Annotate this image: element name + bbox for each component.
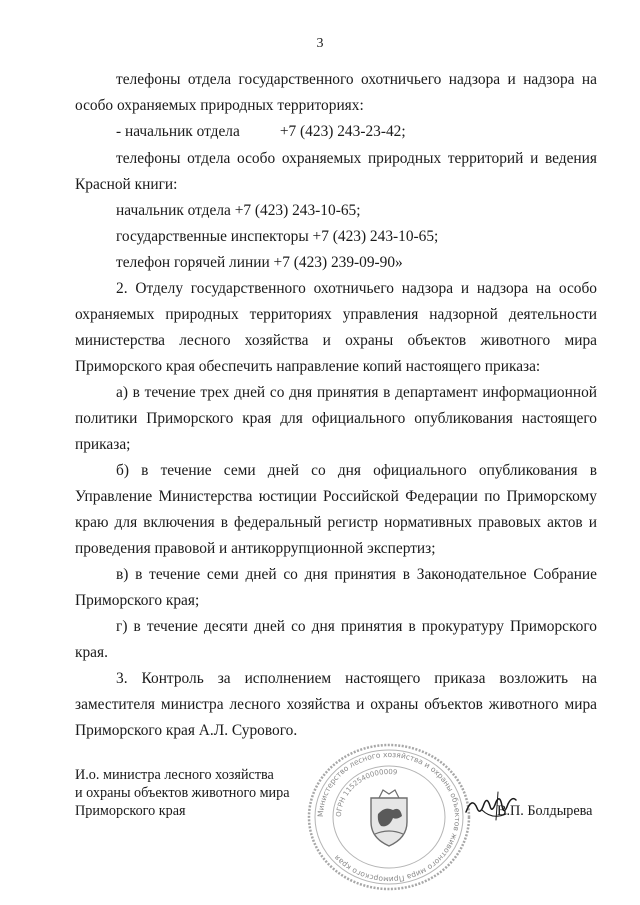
text-line: Приморского края обеспечить направление копий настоящего приказа:	[75, 358, 541, 375]
official-stamp	[305, 742, 473, 892]
text-line: б) в течение семи дней со дня официального опубликования в	[116, 462, 597, 479]
head-of-department-phone: +7 (423) 243-23-42;	[279, 123, 406, 140]
signatory-title-line: Приморского края	[75, 803, 186, 819]
coat-of-arms-icon	[371, 790, 407, 846]
head-of-department-line	[116, 122, 597, 142]
text-line: приказа;	[75, 436, 131, 453]
text-line: заместителя министра лесного хозяйства и охраны объектов животного мира	[75, 696, 597, 713]
text-line: Приморского края А.Л. Сурового.	[75, 722, 298, 739]
text-line: в) в течение семи дней со дня принятия в Законодательное Собрание	[116, 566, 597, 583]
text-line: Красной книги:	[75, 176, 178, 193]
text-line: телефоны отдела особо охраняемых природных территорий и ведения	[116, 150, 597, 167]
text-line: Приморского края;	[75, 592, 200, 609]
text-line: государственные инспекторы +7 (423) 243-10-65;	[116, 228, 439, 245]
text-line: краю для включения в федеральный регистр нормативных правовых актов и	[75, 514, 597, 531]
handwritten-signature	[462, 786, 520, 826]
text-line: начальник отдела +7 (423) 243-10-65;	[116, 202, 361, 219]
head-of-department-label: - начальник отдела	[116, 123, 240, 140]
signatory-title-line: И.о. министра лесного хозяйства	[75, 767, 274, 783]
signatory-name: В.П. Болдырева	[497, 803, 593, 819]
text-line: охраняемых природных территориях управления надзорной деятельности	[75, 306, 597, 323]
text-line: проведения правовой и антикоррупционной экспертиз;	[75, 540, 436, 557]
page-number: 3	[316, 36, 324, 51]
stamp-inner-text: ОГРН 1152540000009	[334, 767, 398, 818]
stamp-outer-text: Министерство лесного хозяйства и охраны объектов животного мира Приморского края	[315, 749, 463, 885]
text-line: политики Приморского края для официального опубликования настоящего	[75, 410, 597, 427]
text-line: министерства лесного хозяйства и охраны объектов животного мира	[75, 332, 597, 349]
text-line: 2. Отделу государственного охотничьего надзора и надзора на особо	[116, 280, 597, 297]
text-line: а) в течение трех дней со дня принятия в департамент информационной	[116, 384, 597, 401]
text-line: особо охраняемых природных территориях:	[75, 97, 364, 114]
text-line: г) в течение десяти дней со дня принятия в прокуратуру Приморского	[116, 618, 597, 635]
text-line: 3. Контроль за исполнением настоящего приказа возложить на	[116, 670, 597, 687]
text-line: телефон горячей линии +7 (423) 239-09-90»	[116, 254, 403, 271]
text-line: края.	[75, 644, 108, 661]
signatory-title-line: и охраны объектов животного мира	[75, 785, 290, 801]
text-line: телефоны отдела государственного охотничьего надзора и надзора на	[116, 71, 597, 88]
text-line: Управление Министерства юстиции Российской Федерации по Приморскому	[75, 488, 597, 505]
